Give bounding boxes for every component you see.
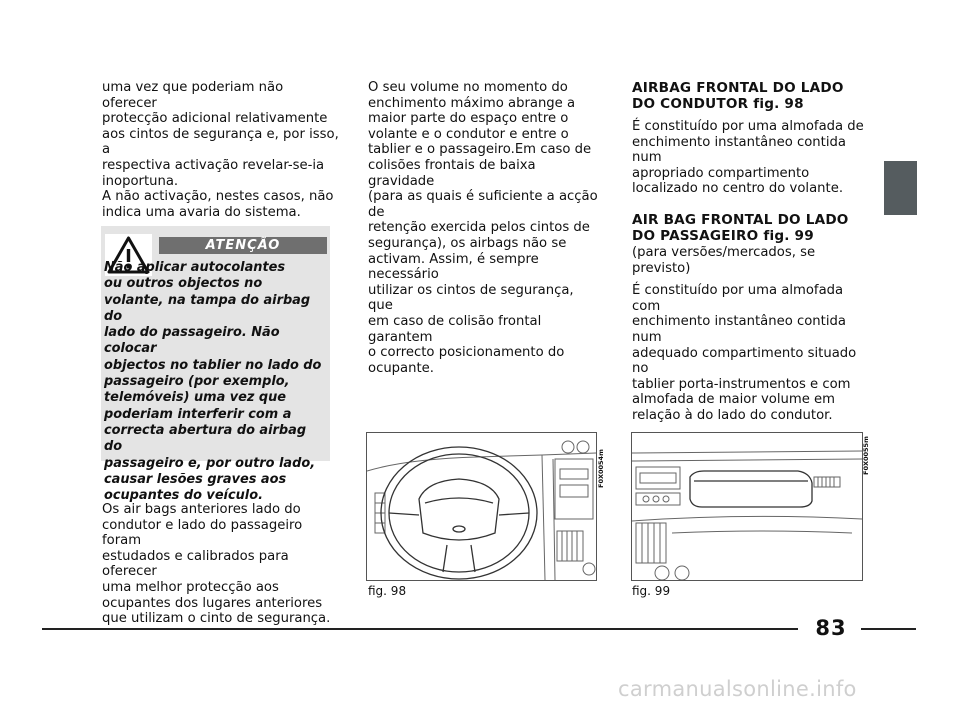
column-3	[632, 80, 864, 424]
steering-wheel-illustration	[367, 433, 596, 580]
warning-text: Não aplicar autocolantes ou outros objectos no volante, na tampa do airbag do lado do passageiro. Não colocar objectos no tablier no lado do passageiro (por exemplo, telemóveis) uma vez que poderiam interferir com a correcta abertura do airbag do passageiro e, por outro lado, causar lesões graves aos ocupantes do veículo.	[104, 260, 322, 504]
passenger-dashboard-illustration	[632, 433, 862, 580]
volume-paragraph: O seu volume no momento do enchimento máximo abrange a maior parte do espaço entre o volante e o condutor e entre o tablier e o passageiro.Em caso de colisões frontais de baixa gravidade (para as quais é suficiente a acção de retenção exercida pelos cintos de segurança), os airbags não se activam. Assim, é sempre necessário utilizar os cintos de segurança, que em caso de colisão frontal garantem o correcto posicionamento do ocupante.	[368, 80, 598, 376]
warning-title: ATENÇÃO	[159, 237, 327, 254]
outro-paragraph: Os air bags anteriores lado do condutor e lado do passageiro foram estudados e calibrados para oferecer uma melhor protecção aos ocupantes dos lugares anteriores que utilizam o cinto de segurança.	[102, 502, 331, 627]
passenger-airbag-heading: AIR BAG FRONTAL DO LADO DO PASSAGEIRO fig. 99	[632, 211, 849, 244]
figure-98-steering-wheel	[366, 432, 597, 581]
passenger-airbag-paragraph: É constituído por uma almofada com enchimento instantâneo contida num adequado compartimento situado no tablier porta-instrumentos e com almofada de maior volume em relação à do lado do condutor.	[632, 283, 857, 423]
driver-airbag-heading: AIRBAG FRONTAL DO LADO DO CONDUTOR fig. 98	[632, 80, 844, 112]
footer-rule-right	[861, 628, 916, 630]
section-thumb-tab	[884, 161, 917, 215]
figure-99-code: F0X0055m	[862, 436, 870, 475]
warning-box	[101, 226, 330, 504]
watermark-text: carmanualsonline.info	[618, 677, 857, 701]
figure-98-caption: fig. 98	[368, 584, 407, 598]
column-2	[368, 80, 598, 376]
footer-rule-left	[42, 628, 798, 630]
column-1	[102, 80, 342, 220]
figure-99-passenger-dashboard	[631, 432, 863, 581]
passenger-airbag-note: (para versões/mercados, se previsto)	[632, 244, 816, 276]
page-number: 83	[815, 616, 847, 640]
intro-paragraph: uma vez que poderiam não oferecer protecção adicional relativamente aos cintos de segurança e, por isso, a respectiva activação revelar-se-ia inoportuna. A não activação, nestes casos, não indica uma avaria do sistema.	[102, 80, 339, 220]
figure-99-caption: fig. 99	[632, 584, 671, 598]
figure-98-code: F0X0054m	[597, 449, 605, 488]
driver-airbag-paragraph: É constituído por uma almofada de enchimento instantâneo contida num apropriado compartimento localizado no centro do volante.	[632, 119, 864, 197]
